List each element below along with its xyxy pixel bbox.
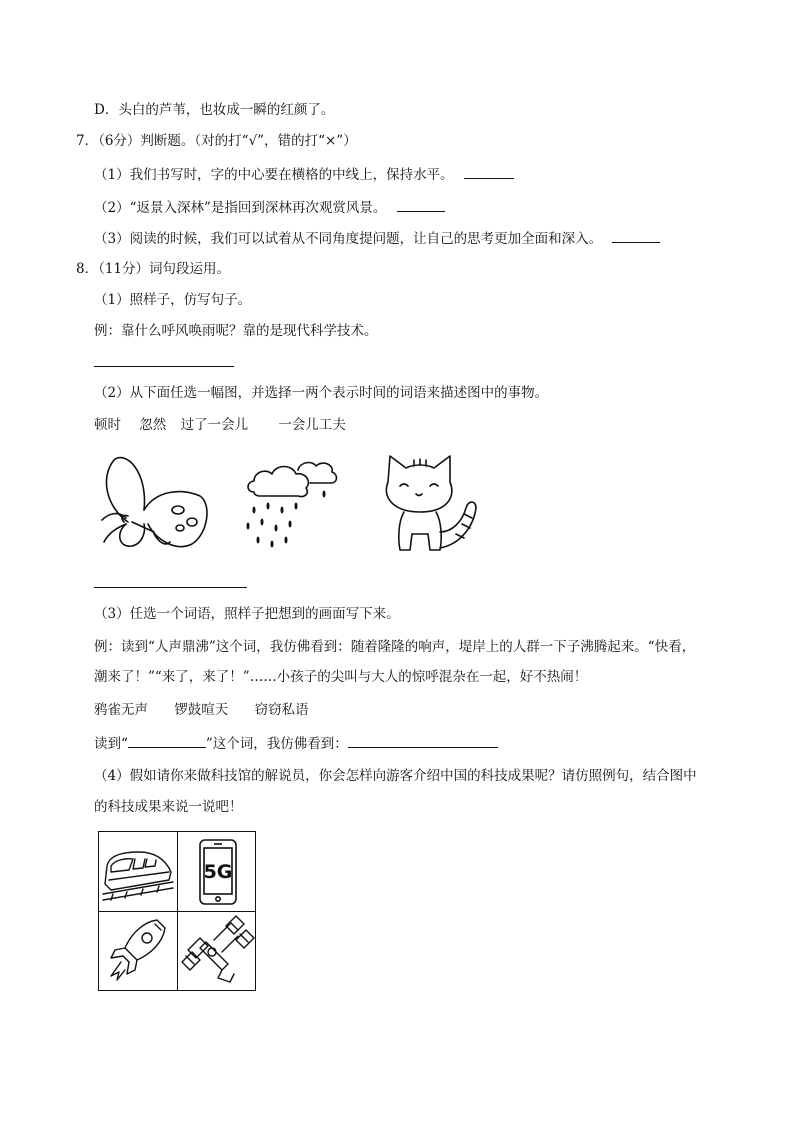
time-word: 一会儿工夫 — [278, 417, 346, 433]
idiom-word: 窃窃私语 — [254, 702, 309, 718]
q7-item-3 — [94, 228, 660, 249]
q7-answer-blank-2[interactable] — [397, 197, 445, 212]
q8-p3-example-line-2: 潮来了！”“来了，来了！”……小孩子的尖叫与大人的惊呼混杂在一起，好不热闹！ — [94, 669, 588, 685]
imagined-scene-blank[interactable] — [348, 733, 498, 748]
idiom-choice-blank[interactable] — [128, 733, 206, 748]
bullet-train-icon — [99, 832, 177, 911]
q8-p1-instruction: （1）照样子，仿写句子。 — [94, 292, 252, 308]
q7-item-2-text: （2）“返景入深林”是指回到深林再次观赏风景。 — [94, 200, 387, 216]
q8-header: 8．（11分）词句段运用。 — [76, 261, 231, 277]
q7-answer-blank-1[interactable] — [464, 164, 514, 179]
q8-p4-line-1: （4）假如请你来做科技馆的解说员，你会怎样向游客介绍中国的科技成果呢？请仿照例句，结合图中 — [94, 768, 697, 784]
time-word: 顿时 — [94, 417, 121, 433]
q7-header: 7．（6分）判断题。（对的打“√”，错的打“×”） — [76, 133, 357, 149]
idiom-word: 锣鼓喧天 — [174, 702, 229, 718]
q8-p3-words — [94, 700, 309, 720]
tech-image-grid — [98, 831, 256, 991]
q8-p4-line-2: 的科技成果来说一说吧！ — [94, 799, 243, 815]
q7-item-1 — [94, 164, 514, 185]
phone-5g-label: 5G — [203, 861, 233, 883]
fill-middle: ”这个词，我仿佛看到： — [205, 736, 348, 752]
q6-option-d: D．头白的芦苇，也妆成一瞬的红颜了。 — [94, 102, 335, 118]
q8-p2-words — [94, 415, 346, 435]
q7-answer-blank-3[interactable] — [612, 228, 660, 243]
q8-p3-fill-line — [94, 733, 498, 754]
q8-p2-answer-line[interactable] — [94, 587, 247, 588]
q8-p1-example: 例：靠什么呼风唤雨呢？靠的是现代科学技术。 — [94, 323, 378, 339]
rocket-icon — [99, 912, 177, 991]
rain-cloud-icon — [240, 456, 340, 552]
time-word: 忽然 — [139, 417, 167, 433]
q7-item-2 — [94, 197, 445, 218]
q8-p1-answer-line[interactable] — [94, 366, 234, 367]
cat-icon — [376, 452, 480, 556]
q8-p2-instruction: （2）从下面任选一幅图，并选择一两个表示时间的词语来描述图中的事物。 — [94, 385, 549, 401]
butterfly-icon — [96, 452, 214, 554]
time-word: 过了一会儿 — [180, 417, 249, 433]
q7-item-1-text: （1）我们书写时，字的中心要在横格的中线上，保持水平。 — [94, 167, 454, 183]
q7-item-3-text: （3）阅读的时候，我们可以试着从不同角度提问题，让自己的思考更加全面和深入。 — [94, 231, 603, 247]
q8-p3-example-line-1: 例：读到“人声鼎沸”这个词，我仿佛看到：随着隆隆的响声，堤岸上的人群一下子沸腾起来。“快看， — [94, 639, 696, 655]
satellite-icon — [178, 912, 256, 991]
idiom-word: 鸦雀无声 — [94, 702, 148, 718]
fill-prefix: 读到“ — [94, 736, 128, 752]
q8-p3-instruction: （3）任选一个词语，照样子把想到的画面写下来。 — [94, 606, 400, 622]
phone-5g-icon — [178, 832, 256, 911]
